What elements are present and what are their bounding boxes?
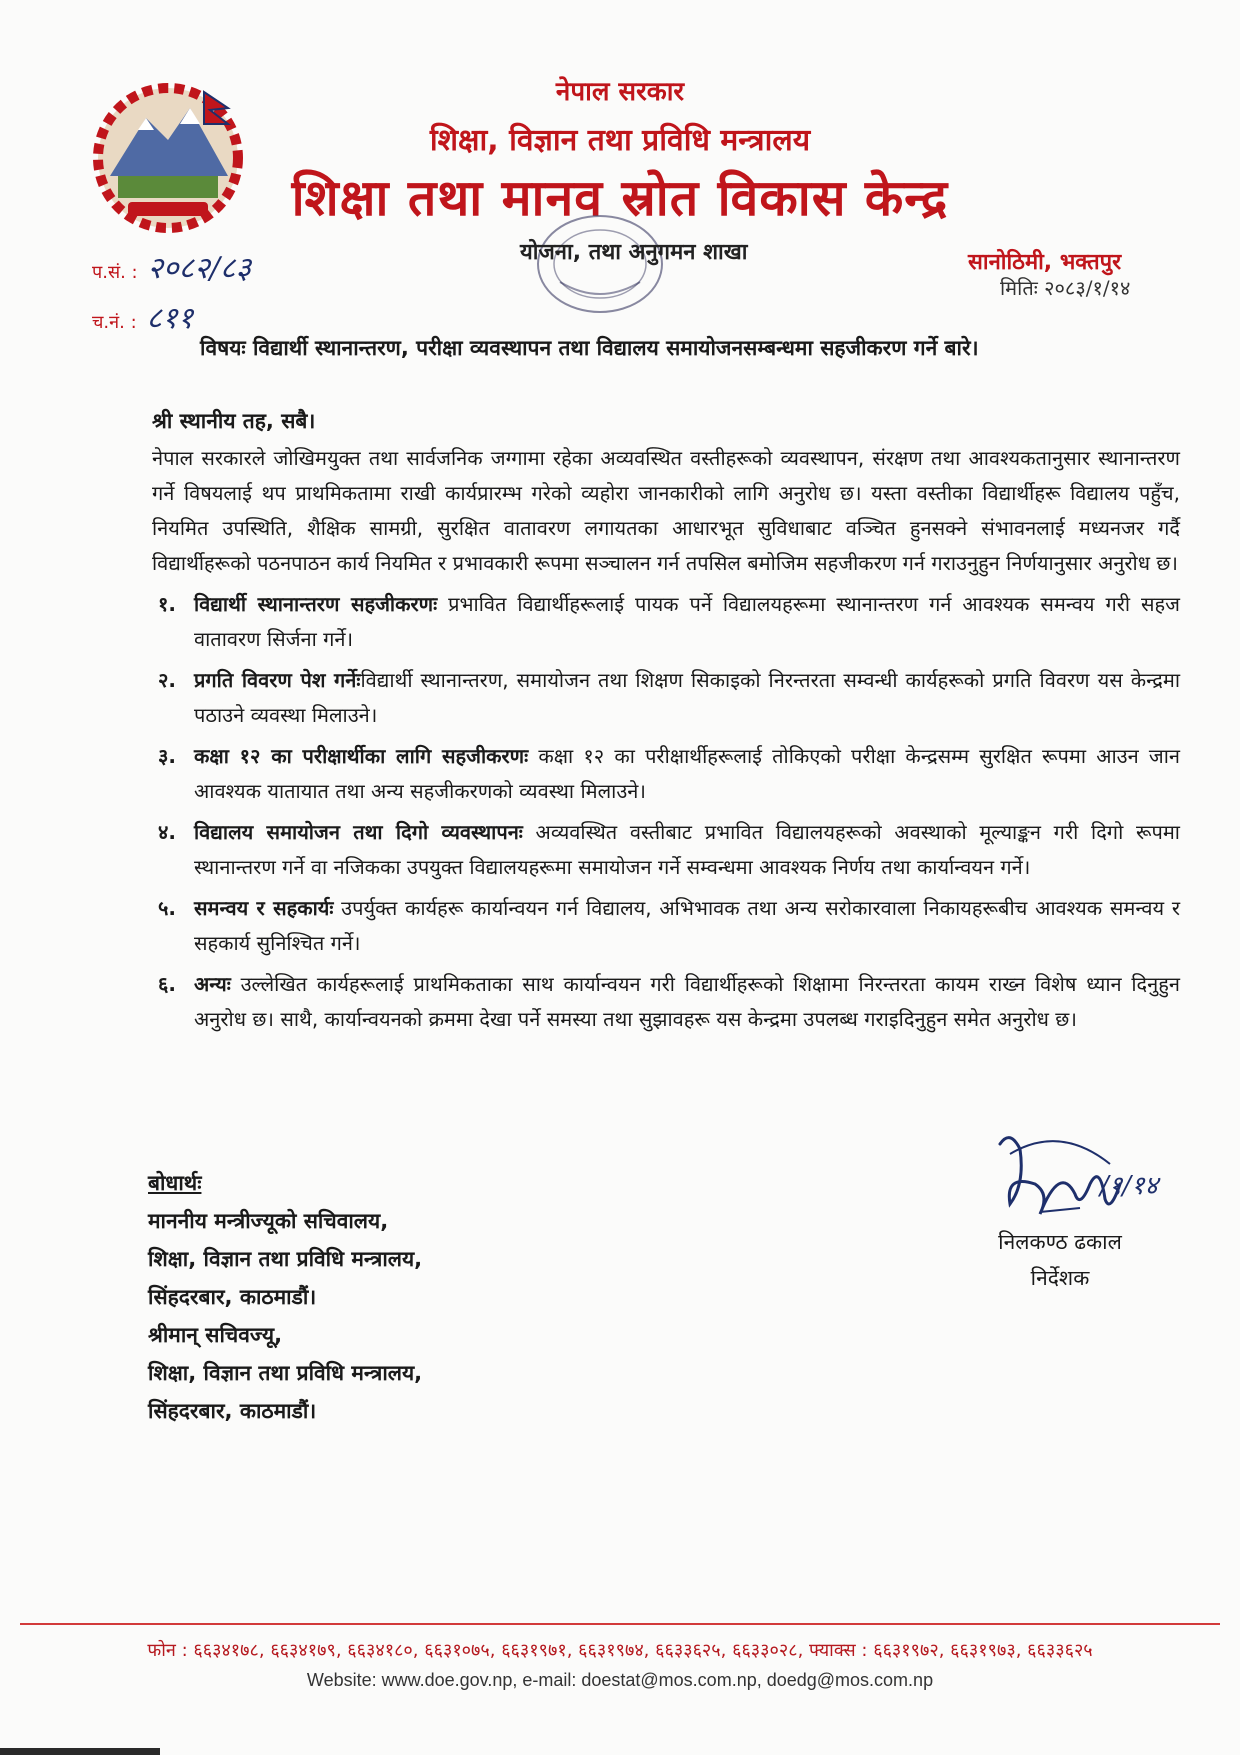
signatory-name: निलकण्ठ ढकाल: [998, 1230, 1122, 1254]
footer-phones: फोन : ६६३४१७८, ६६३४१७९, ६६३४१८०, ६६३१०७५, ६६३१९७१, ६६३१९७४, ६६३३६२५, ६६३३०२८, फ्याक्स : ६६३१९७२, ६६३१९७३, ६६३३६२५: [147, 1640, 1093, 1661]
item-text: उपर्युक्त कार्यहरू कार्यान्वयन गर्न विद्यालय, अभिभावक तथा अन्य सरोकारवाला निकायहरूबीच आवश्यक समन्वय र सहकार्य सुनिश्चित गर्ने।: [194, 896, 1181, 955]
center-name: शिक्षा तथा मानव स्रोत विकास केन्द्र: [291, 169, 949, 227]
item-number: २.: [158, 668, 176, 692]
footer-web: Website: www.doe.gov.np, e-mail: doestat@mos.com.np, doedg@mos.com.np: [306, 1670, 934, 1690]
scan-edge: [0, 1748, 160, 1755]
signatory-block: [960, 1224, 1160, 1296]
item-title: समन्वय र सहकार्यः: [194, 896, 334, 920]
item-number: १.: [158, 592, 176, 616]
cn-label: च.नं. :: [92, 312, 137, 333]
ps-label: प.सं. :: [92, 262, 138, 283]
ministry-name: शिक्षा, विज्ञान तथा प्रविधि मन्त्रालय: [429, 123, 811, 158]
item-number: ६.: [158, 972, 176, 996]
cc-line: श्रीमान् सचिवज्यू,: [148, 1323, 283, 1347]
branch-name: योजना, तथा अनुगमन शाखा: [520, 240, 748, 265]
ps-value: २०८२/८३: [147, 251, 252, 286]
cc-line: सिंहदरबार, काठमाडौं।: [148, 1285, 317, 1309]
item-title: विद्यालय समायोजन तथा दिगो व्यवस्थापनः: [194, 820, 523, 844]
date-label: मितिः: [1000, 276, 1038, 300]
item-text: प्रभावित विद्यार्थीहरूलाई पायक पर्ने विद्यालयहरूमा स्थानान्तरण गर्न आवश्यक समन्वय गरी सहज वातावरण सिर्जना गर्ने।: [194, 592, 1180, 651]
list-item: [152, 891, 1180, 961]
list-item: [152, 587, 1180, 657]
intro-paragraph: नेपाल सरकारले जोखिमयुक्त तथा सार्वजनिक जग्गामा रहेका अव्यवस्थित वस्तीहरूको व्यवस्थापन, संरक्षण तथा आवश्यकतानुसार स्थानान्तरण गर्ने विषयलाई थप प्राथमिकतामा राखी कार्यप्रारम्भ गरेको व्यहोरा जानकारीको लागि अनुरोध छ। यस्ता वस्तीका विद्यार्थीहरू विद्यालय पहुँच, नियमित उपस्थिति, शैक्षिक सामग्री, सुरक्षित वातावरण लगायतका आधारभूत सुविधाबाट वञ्चित हुनसक्ने संभावनलाई मध्यनजर गर्दै विद्यार्थीहरूको पठनपाठन कार्य नियमित र प्रभावकारी रूपमा सञ्चालन गर्न तपसिल बमोजिम सहजीकरण गर्न गराउनुहुन निर्णयानुसार अनुरोध छ।: [152, 446, 1180, 575]
item-text: विद्यार्थी स्थानान्तरण, समायोजन तथा शिक्षण सिकाइको निरन्तरता सम्वन्धी कार्यहरूको प्रगति विवरण यस केन्द्रमा पठाउने व्यवस्था मिलाउने।: [194, 668, 1181, 727]
item-number: ४.: [158, 820, 176, 844]
signature-icon: [980, 1124, 1170, 1234]
svg-text:/१/१४: /१/१४: [1100, 1171, 1159, 1201]
office-location: सानोठिमी, भक्तपुर: [968, 250, 1122, 275]
office-stamp-icon: [530, 206, 670, 326]
item-number: ३.: [158, 744, 176, 768]
list-item: [152, 739, 1180, 809]
cc-block: [148, 1164, 422, 1430]
item-number: ५.: [158, 896, 176, 920]
letter-subject: विषयः विद्यार्थी स्थानान्तरण, परीक्षा व्यवस्थापन तथा विद्यालय समायोजनसम्बन्धमा सहजीकरण गर्ने बारे।: [200, 336, 979, 360]
cc-heading: बोधार्थः: [148, 1171, 202, 1195]
list-item: [152, 663, 1180, 733]
item-title: विद्यार्थी स्थानान्तरण सहजीकरणः: [194, 592, 438, 616]
instruction-list: [152, 587, 1180, 1037]
letter-ps-number: [92, 246, 251, 287]
item-text: अव्यवस्थित वस्तीबाट प्रभावित विद्यालयहरूको अवस्थाको मूल्याङ्कन गरी दिगो रूपमा स्थानान्तरण गर्ने वा नजिकका उपयुक्त विद्यालयहरूमा समायोजन गर्ने सम्वन्धमा आवश्यक निर्णय तथा कार्यान्वयन गर्ने।: [194, 820, 1180, 879]
letter-date: [1000, 274, 1130, 301]
item-text: उल्लेखित कार्यहरूलाई प्राथमिकताका साथ कार्यान्वयन गरी विद्यार्थीहरूको शिक्षामा निरन्तरता कायम राख्न विशेष ध्यान दिनुहुन अनुरोध छ। साथै, कार्यान्वयनको क्रममा देखा पर्ने समस्या तथा सुझावहरू यस केन्द्रमा उपलब्ध गराइदिनुहुन समेत अनुरोध छ।: [194, 972, 1180, 1031]
cc-line: सिंहदरबार, काठमाडौं।: [148, 1399, 317, 1423]
cn-value: ८११: [146, 301, 194, 336]
date-value: २०८३/१/१४: [1044, 276, 1131, 300]
item-title: कक्षा १२ का परीक्षार्थीका लागि सहजीकरणः: [194, 744, 529, 768]
cc-line: माननीय मन्त्रीज्यूको सचिवालय,: [148, 1209, 389, 1233]
item-title: प्रगति विवरण पेश गर्नेः: [194, 668, 361, 692]
cc-line: शिक्षा, विज्ञान तथा प्रविधि मन्त्रालय,: [148, 1247, 423, 1271]
list-item: [152, 967, 1180, 1037]
item-text: कक्षा १२ का परीक्षार्थीहरूलाई तोकिएको परीक्षा केन्द्रसम्म सुरक्षित रूपमा आउन जान आवश्यक यातायात तथा अन्य सहजीकरणको व्यवस्था मिलाउने।: [194, 744, 1180, 803]
list-item: [152, 815, 1180, 885]
government-name: नेपाल सरकार: [555, 77, 685, 107]
footer-divider: [20, 1623, 1220, 1625]
addressee: श्री स्थानीय तह, सबै।: [152, 409, 316, 433]
item-title: अन्यः: [194, 972, 231, 996]
signatory-title: निर्देशक: [1030, 1266, 1090, 1290]
cc-line: शिक्षा, विज्ञान तथा प्रविधि मन्त्रालय,: [148, 1361, 423, 1385]
letter-body: [152, 404, 1180, 1043]
letter-cn-number: [92, 296, 193, 337]
